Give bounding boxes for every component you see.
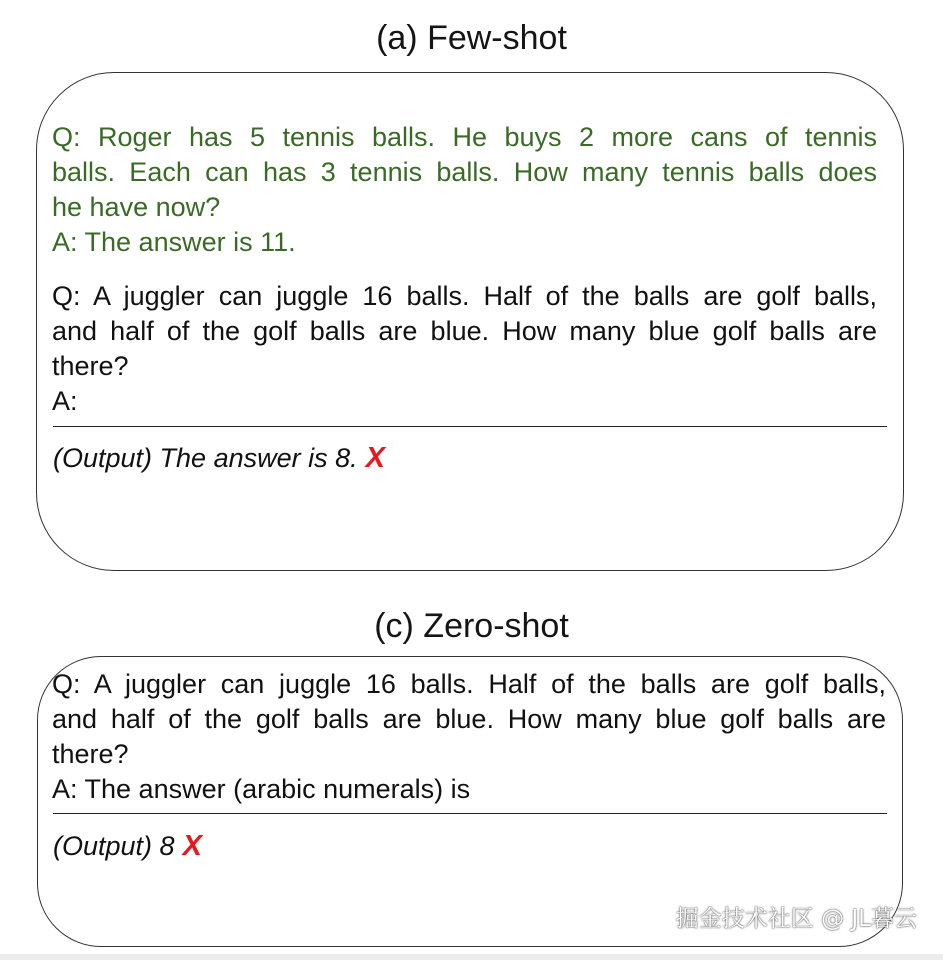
output-text: (Output) The answer is 8. (53, 443, 358, 473)
few-shot-title: (a) Few-shot (376, 19, 567, 57)
question-line: and half of the golf balls are blue. How many blue golf balls are (52, 704, 886, 734)
few-shot-question (52, 279, 877, 419)
zero-shot-title: (c) Zero-shot (374, 607, 569, 645)
zero-shot-question (52, 667, 886, 807)
answer-prompt: A: (52, 386, 78, 416)
question-line: and half of the golf balls are blue. How many blue golf balls are (52, 316, 877, 346)
few-shot-example (52, 120, 877, 260)
question-line: Q: A juggler can juggle 16 balls. Half of the balls are golf balls, (52, 669, 886, 699)
example-line: he have now? (52, 192, 221, 222)
few-shot-output (53, 440, 385, 476)
question-line: there? (52, 351, 129, 381)
output-text: (Output) 8 (53, 831, 175, 861)
output-divider (53, 426, 887, 427)
bottom-strip (0, 954, 943, 960)
example-line: balls. Each can has 3 tennis balls. How many tennis balls does (52, 157, 877, 187)
wrong-mark-icon: X (365, 442, 385, 474)
example-line: Q: Roger has 5 tennis balls. He buys 2 more cans of tennis (52, 122, 877, 152)
question-line: there? (52, 739, 129, 769)
zero-shot-output (53, 828, 202, 864)
question-line: Q: A juggler can juggle 16 balls. Half of the balls are golf balls, (52, 281, 877, 311)
watermark: 掘金技术社区 @ JL暮云 (675, 906, 917, 932)
wrong-mark-icon: X (182, 830, 202, 862)
output-divider (53, 813, 887, 814)
example-answer: A: The answer is 11. (52, 227, 296, 257)
answer-prompt: A: The answer (arabic numerals) is (52, 774, 471, 804)
